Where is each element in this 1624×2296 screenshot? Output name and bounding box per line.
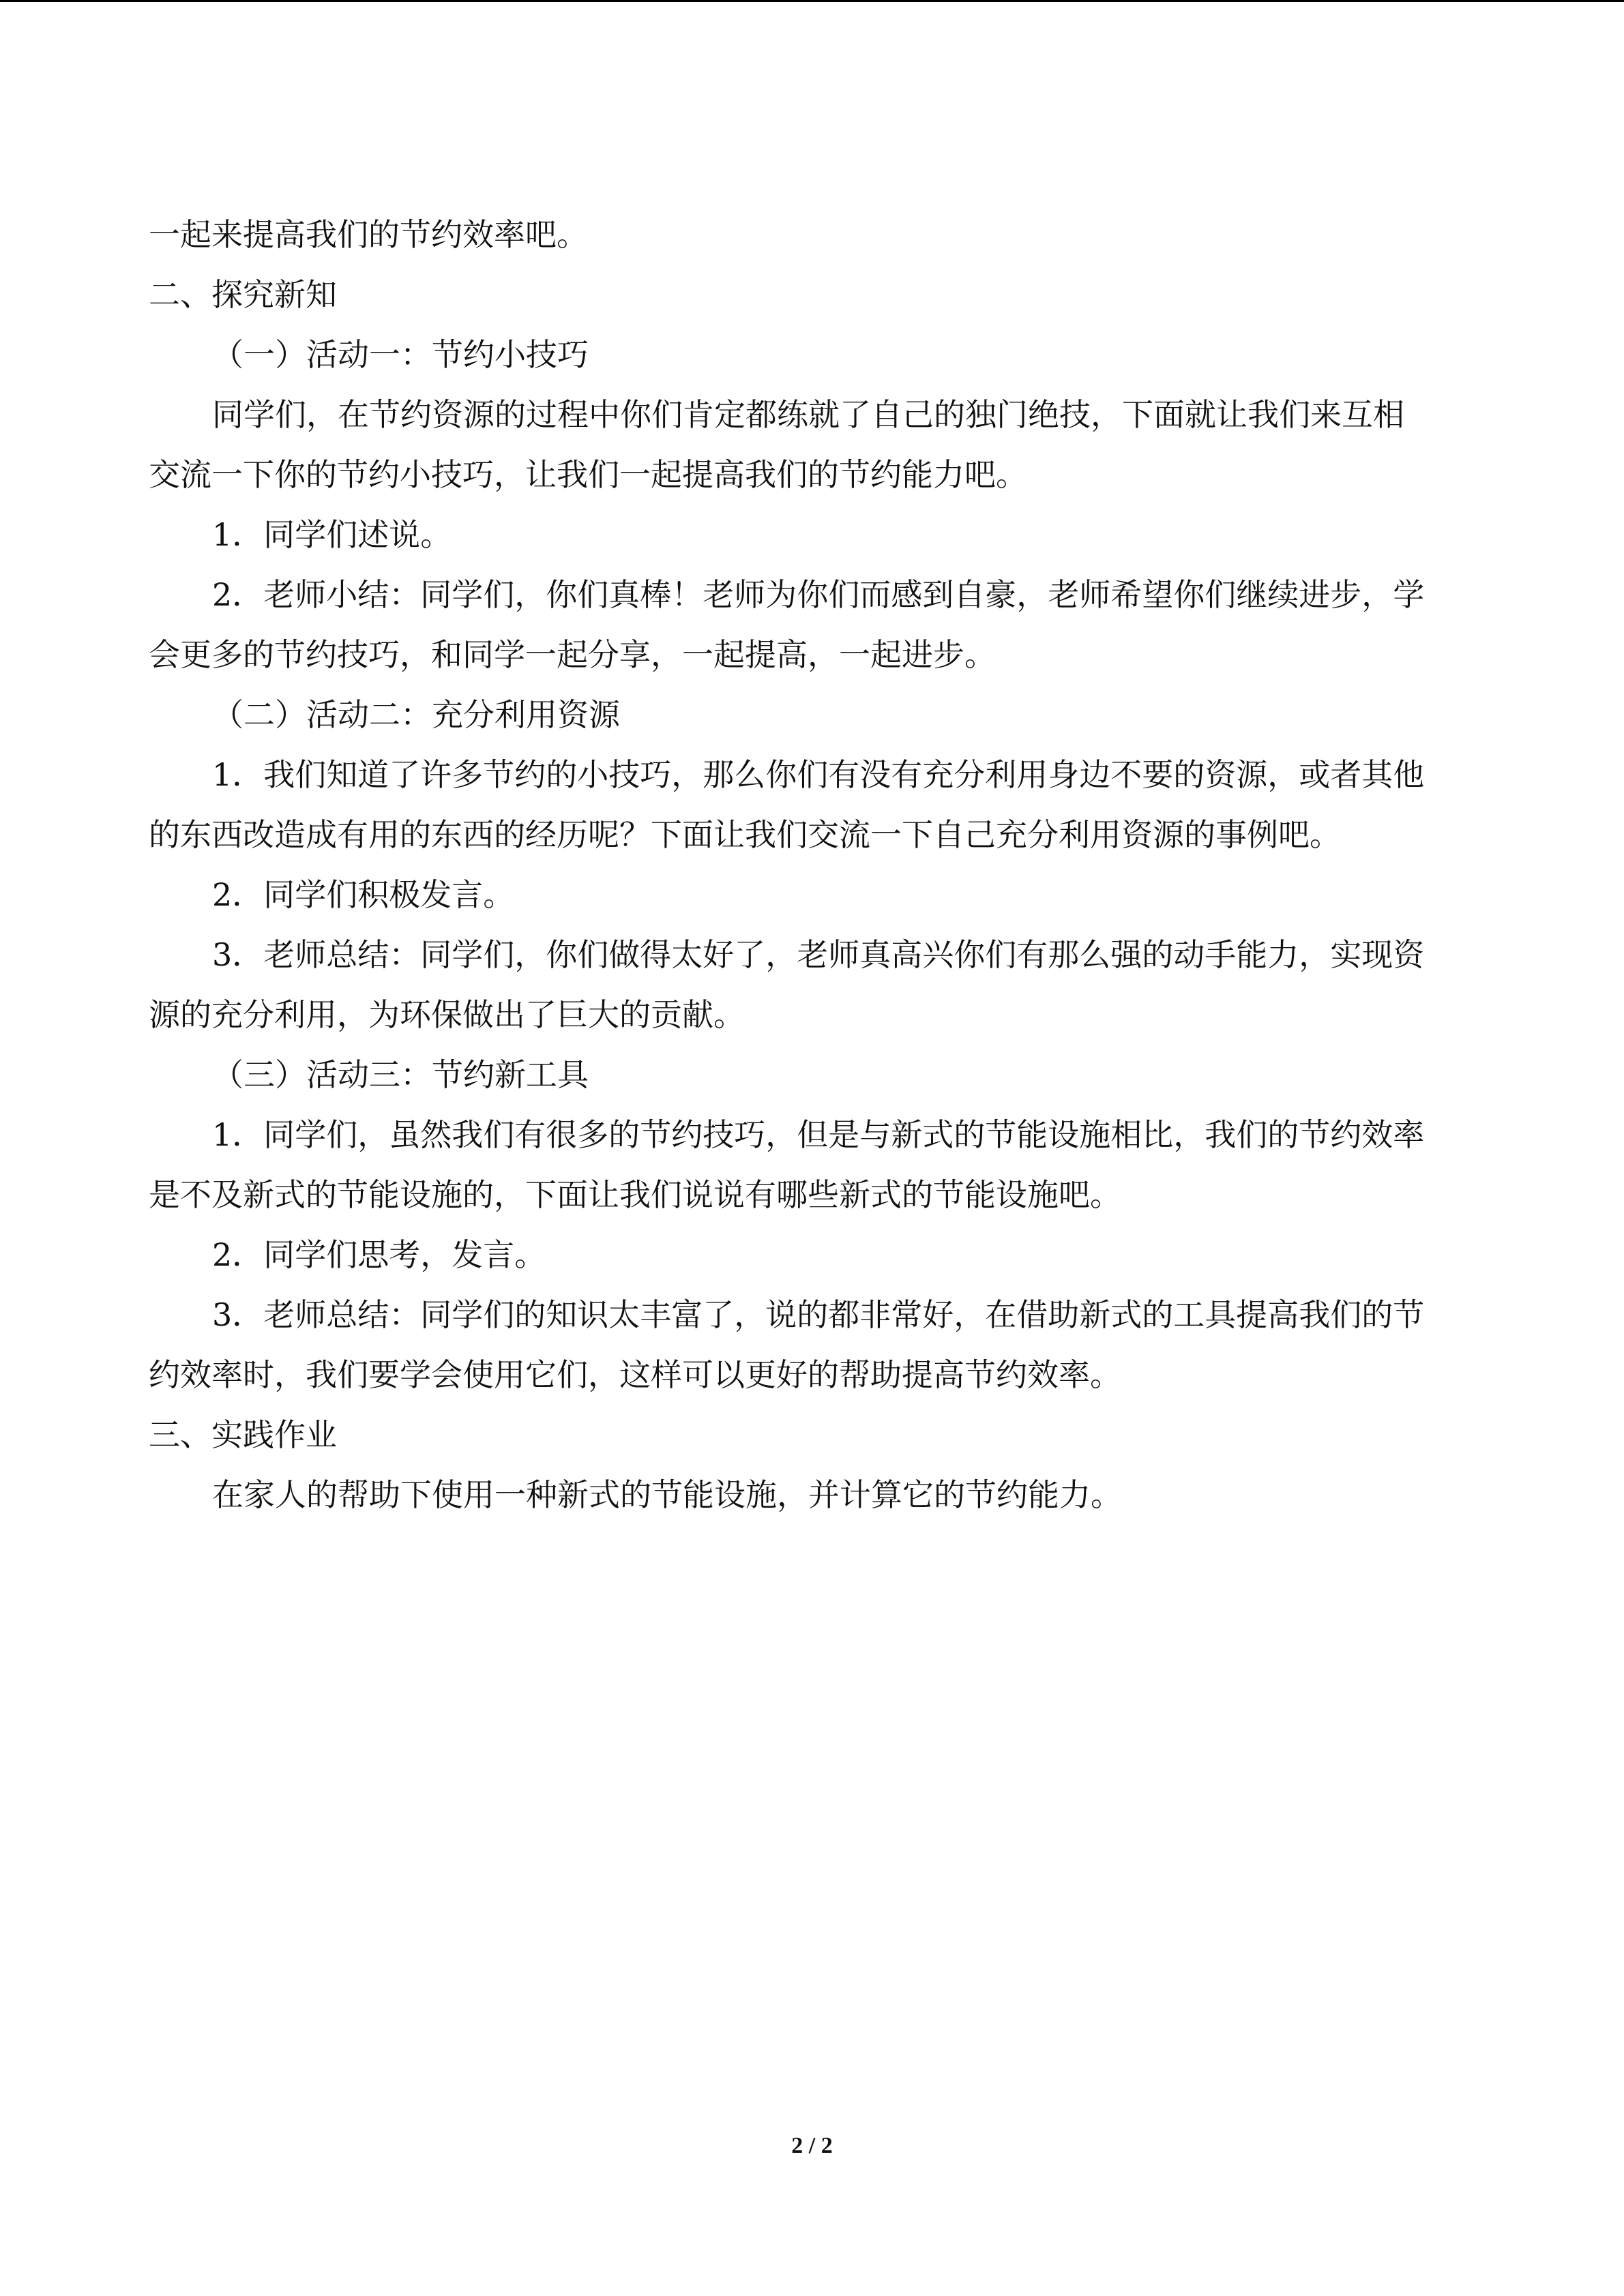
list-item: 1．我们知道了许多节约的小技巧，那么你们有没有充分利用身边不要的资源，或者其他 [212,756,1425,793]
activity-heading-3: （三）活动三：节约新工具 [212,1056,589,1093]
document-body [149,205,1475,1525]
activity-heading-1: （一）活动一：节约小技巧 [212,336,589,373]
text-line: 源的充分利用，为环保做出了巨大的贡献。 [149,996,745,1033]
text-line: 同学们，在节约资源的过程中你们肯定都练就了自己的独门绝技，下面就让我们来互相 [212,396,1404,433]
list-item: 2．同学们积极发言。 [212,876,515,913]
text-line: 在家人的帮助下使用一种新式的节能设施，并计算它的节约能力。 [212,1476,1122,1513]
list-item: 1．同学们，虽然我们有很多的节约技巧，但是与新式的节能设施相比，我们的节约效率 [212,1116,1425,1153]
text-line: 一起来提高我们的节约效率吧。 [149,216,588,253]
list-item: 3．老师总结：同学们，你们做得太好了，老师真高兴你们有那么强的动手能力，实现资 [212,936,1425,973]
activity-heading-2: （二）活动二：充分利用资源 [212,696,620,733]
text-line: 是不及新式的节能设施的，下面让我们说说有哪些新式的节能设施吧。 [149,1176,1121,1213]
text-line: 的东西改造成有用的东西的经历呢？下面让我们交流一下自己充分利用资源的事例吧。 [149,816,1341,853]
section-heading-explore: 二、探究新知 [149,276,337,313]
page-top-border [0,0,1624,2]
list-item: 1．同学们述说。 [212,516,452,553]
text-line: 交流一下你的节约小技巧，让我们一起提高我们的节约能力吧。 [149,456,1027,493]
page-number: 2 / 2 [791,2133,833,2158]
list-item: 3．老师总结：同学们的知识太丰富了，说的都非常好，在借助新式的工具提高我们的节 [212,1296,1425,1333]
section-heading-practice: 三、实践作业 [149,1416,337,1453]
list-item: 2．同学们思考，发言。 [212,1236,546,1273]
text-line: 会更多的节约技巧，和同学一起分享，一起提高，一起进步。 [149,636,996,673]
text-line: 约效率时，我们要学会使用它们，这样可以更好的帮助提高节约效率。 [149,1356,1121,1393]
list-item: 2．老师小结：同学们，你们真棒！老师为你们而感到自豪，老师希望你们继续进步，学 [212,576,1425,613]
